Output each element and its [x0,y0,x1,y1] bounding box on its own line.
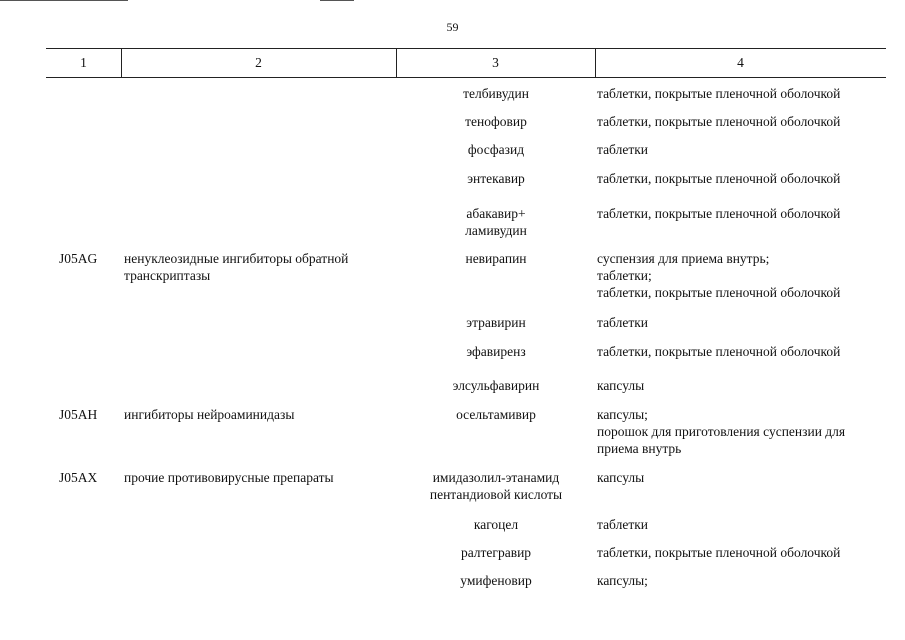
pharmacological-group [124,250,392,284]
dosage-forms-line: капсулы; [597,573,648,588]
dosage-forms [597,516,889,533]
drug-name [398,377,594,394]
dosage-forms-line: капсулы; [597,407,648,422]
dosage-forms-line: таблетки, покрытые пленочной оболочкой [597,171,841,186]
dosage-forms-line: приема внутрь [597,441,682,456]
dosage-forms-line: таблетки, покрытые пленочной оболочкой [597,114,841,129]
dosage-forms-line: таблетки, покрытые пленочной оболочкой [597,206,841,221]
drug-name-line: элсульфавирин [452,378,540,393]
drug-name-line: этравирин [466,315,526,330]
scan-edge-line-left [0,0,128,1]
drug-name-line: осельтамивир [456,407,536,422]
dosage-forms [597,343,889,360]
atc-code [59,250,119,267]
dosage-forms-line: капсулы [597,470,645,485]
dosage-forms-line: таблетки; [597,268,652,283]
dosage-forms-line: таблетки [597,517,649,532]
pharmacological-group-line: ингибиторы нейроаминидазы [124,407,295,422]
scan-edge-line-right [320,0,354,1]
column-header-4: 4 [737,55,744,70]
pharmacological-group-line: транскриптазы [124,268,211,283]
atc-code-line: J05AG [59,251,98,266]
drug-name [398,205,594,239]
drug-name-line: ралтегравир [460,545,532,560]
drug-name-line: невирапин [465,251,527,266]
drug-name [398,572,594,589]
atc-code-line: J05AH [59,407,98,422]
column-header-3: 3 [396,49,596,77]
dosage-forms [597,377,889,394]
drug-name [398,141,594,158]
drug-name [398,343,594,360]
pharmacological-group [124,469,392,486]
drug-name-line: пентандиовой кислоты [429,487,563,502]
dosage-forms-line: порошок для приготовления суспензии для [597,424,846,439]
drug-name [398,544,594,561]
dosage-forms [597,406,889,457]
dosage-forms [597,250,889,301]
dosage-forms [597,205,889,222]
drug-name [398,113,594,130]
dosage-forms-line: таблетки, покрытые пленочной оболочкой [597,86,841,101]
pharmacological-group-line: ненуклеозидные ингибиторы обратной [124,251,349,266]
drug-name-line: тенофовир [465,114,527,129]
drug-name-line: фосфазид [467,142,525,157]
dosage-forms-line: таблетки [597,142,649,157]
column-header-2: 2 [121,49,397,77]
drug-name-line: кагоцел [473,517,519,532]
dosage-forms [597,141,889,158]
dosage-forms-line: таблетки [597,315,649,330]
page-number: 59 [446,20,459,34]
dosage-forms [597,113,889,130]
drug-name-line: ламивудин [465,223,527,238]
drug-name-line: эфавиренз [466,344,526,359]
drug-name [398,170,594,187]
drug-name-line: телбивудин [463,86,529,101]
drug-name [398,85,594,102]
dosage-forms [597,314,889,331]
atc-code-line: J05AX [59,470,98,485]
drug-name [398,516,594,533]
drug-name [398,406,594,423]
drug-name-line: абакавир+ [466,206,526,221]
drug-name [398,314,594,331]
drug-name-line: имидазолил-этанамид [432,470,560,485]
dosage-forms-line: таблетки, покрытые пленочной оболочкой [597,344,841,359]
dosage-forms [597,544,889,561]
dosage-forms-line: суспензия для приема внутрь; [597,251,770,266]
drug-name-line: энтекавир [467,171,525,186]
dosage-forms-line: капсулы [597,378,645,393]
dosage-forms-line: таблетки, покрытые пленочной оболочкой [597,285,841,300]
drug-name [398,469,594,503]
pharmacological-group [124,406,392,423]
dosage-forms [597,469,889,486]
column-header-1: 1 [46,49,122,77]
dosage-forms [597,170,889,187]
dosage-forms-line: таблетки, покрытые пленочной оболочкой [597,545,841,560]
table-header [46,48,886,78]
drug-name [398,250,594,267]
dosage-forms [597,85,889,102]
atc-code [59,469,119,486]
atc-code [59,406,119,423]
pharmacological-group-line: прочие противовирусные препараты [124,470,334,485]
drug-name-line: умифеновир [460,573,532,588]
dosage-forms [597,572,889,589]
